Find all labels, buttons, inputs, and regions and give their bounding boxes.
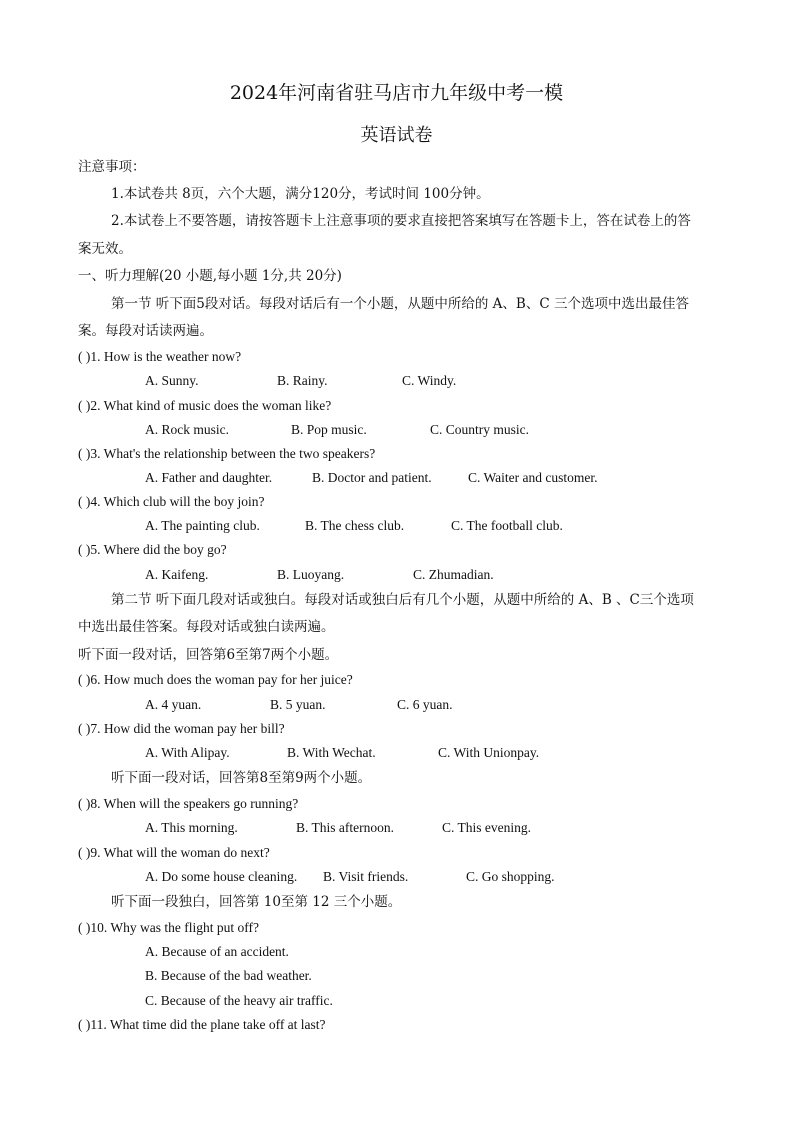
q1-option-b: B. Rainy.	[277, 373, 328, 388]
q3-option-c: C. Waiter and customer.	[468, 470, 598, 485]
q2-option-b: B. Pop music.	[291, 422, 367, 437]
q7-option-a: A. With Alipay.	[145, 745, 230, 760]
q7-option-b: B. With Wechat.	[287, 745, 376, 760]
q9-option-a: A. Do some house cleaning.	[145, 869, 298, 884]
question-1: ( )1. How is the weather now?	[78, 349, 242, 364]
q1-option-a: A. Sunny.	[145, 373, 199, 388]
notice-item-2: 2.本试卷上不要答题，请按答题卡上注意事项的要求直接把答案填写在答题卡上，答在试卷上的答	[111, 213, 691, 229]
exam-subtitle: 英语试卷	[360, 125, 433, 146]
q7-option-c: C. With Unionpay.	[438, 745, 540, 760]
q5-option-c: C. Zhumadian.	[413, 567, 494, 582]
part2-instruction-cont: 中选出最佳答案。每段对话或独白读两遍。	[78, 619, 335, 635]
part1-instruction: 第一节 听下面5段对话。每段对话后有一个小题，从题中所给的 A、B、C 三个选项中选出最佳答	[111, 296, 689, 312]
question-2: ( )2. What kind of music does the woman like?	[78, 398, 332, 413]
q5-option-b: B. Luoyang.	[277, 567, 345, 582]
q10-option-a: A. Because of an accident.	[145, 944, 289, 959]
q8-option-b: B. This afternoon.	[296, 820, 394, 835]
q2-option-a: A. Rock music.	[145, 422, 229, 437]
q9-option-b: B. Visit friends.	[323, 869, 409, 884]
part1-instruction-cont: 案。每段对话读两遍。	[78, 323, 213, 339]
q5-option-a: A. Kaifeng.	[145, 567, 209, 582]
q3-option-a: A. Father and daughter.	[145, 470, 273, 485]
q8-option-c: C. This evening.	[442, 820, 531, 835]
q6-option-a: A. 4 yuan.	[145, 697, 202, 712]
q8-option-a: A. This morning.	[145, 820, 238, 835]
instruction-q8-q9: 听下面一段对话，回答第8至第9两个小题。	[111, 770, 372, 786]
question-3: ( )3. What's the relationship between the two speakers?	[78, 446, 376, 461]
notice-item-1: 1.本试卷共 8页，六个大题，满分120分，考试时间 100分钟。	[111, 186, 490, 202]
q9-option-c: C. Go shopping.	[466, 869, 555, 884]
question-6: ( )6. How much does the woman pay for her juice?	[78, 672, 353, 687]
question-8: ( )8. When will the speakers go running?	[78, 796, 299, 811]
notice-item-2-cont: 案无效。	[78, 241, 132, 257]
section-heading: 一、听力理解(20 小题,每小题 1分,共 20分)	[78, 268, 342, 284]
instruction-q10-q12: 听下面一段独白，回答第 10至第 12 三个小题。	[111, 894, 402, 910]
q2-option-c: C. Country music.	[430, 422, 530, 437]
question-11: ( )11. What time did the plane take off at last?	[78, 1017, 326, 1032]
q6-option-b: B. 5 yuan.	[270, 697, 326, 712]
instruction-q6-q7: 听下面一段对话，回答第6至第7两个小题。	[78, 647, 339, 663]
q4-option-c: C. The football club.	[451, 518, 563, 533]
part2-instruction: 第二节 听下面几段对话或独白。每段对话或独白后有几个小题，从题中所给的 A、B 、C三个选项	[111, 592, 694, 608]
q3-option-b: B. Doctor and patient.	[312, 470, 432, 485]
q4-option-b: B. The chess club.	[305, 518, 405, 533]
q1-option-c: C. Windy.	[402, 373, 457, 388]
question-4: ( )4. Which club will the boy join?	[78, 494, 265, 509]
question-7: ( )7. How did the woman pay her bill?	[78, 721, 285, 736]
notice-heading: 注意事项：	[78, 159, 146, 175]
question-9: ( )9. What will the woman do next?	[78, 845, 270, 860]
q6-option-c: C. 6 yuan.	[397, 697, 453, 712]
question-5: ( )5. Where did the boy go?	[78, 542, 227, 557]
q10-option-c: C. Because of the heavy air traffic.	[145, 993, 333, 1008]
q4-option-a: A. The painting club.	[145, 518, 260, 533]
q10-option-b: B. Because of the bad weather.	[145, 968, 312, 983]
exam-title: 2024年河南省驻马店市九年级中考一模	[229, 82, 564, 104]
question-10: ( )10. Why was the flight put off?	[78, 920, 259, 935]
